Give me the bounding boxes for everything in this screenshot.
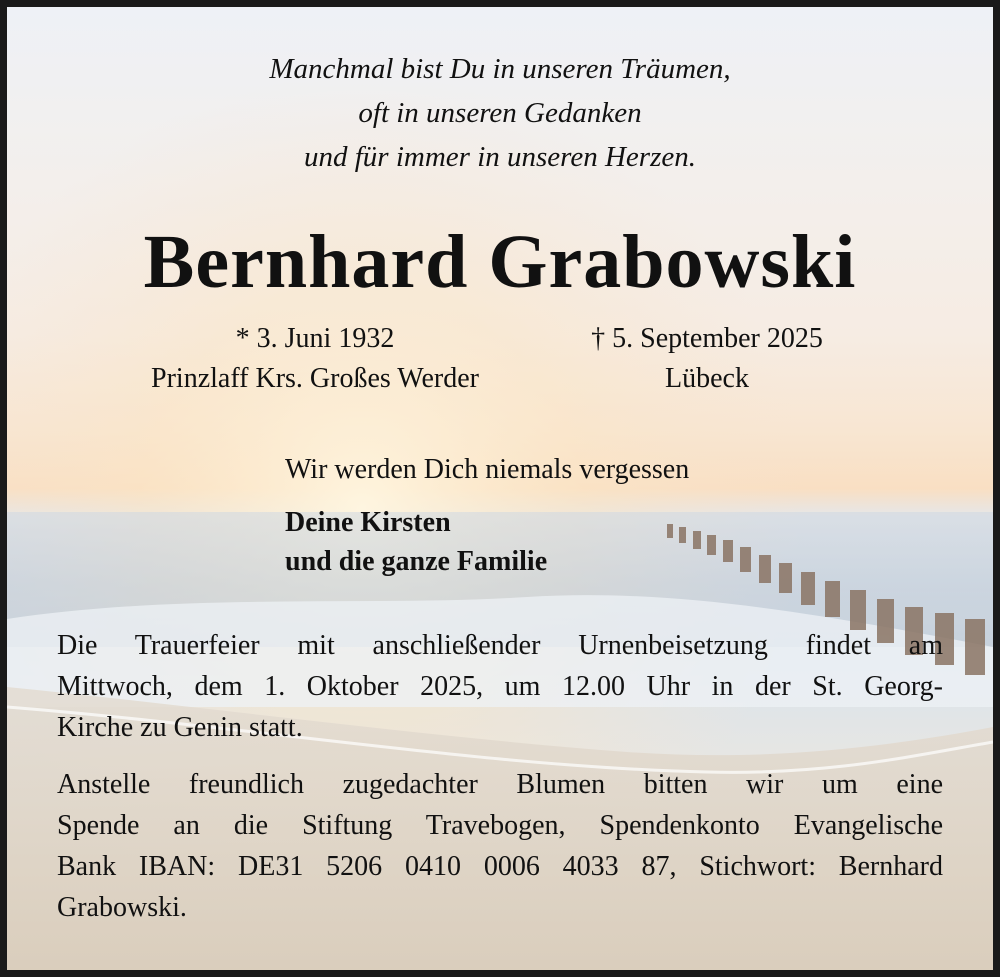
donation-line: Spende an die Stiftung Travebogen, Spendenkonto Evangelische [57,810,943,841]
motto-line: und für immer in unseren Herzen. [304,141,696,173]
motto-line: Manchmal bist Du in unseren Träumen, [269,53,731,85]
memorial-motto [7,47,993,179]
service-line: Kirche zu Genin statt. [57,712,303,743]
deceased-name: Bernhard Grabowski [143,220,857,304]
donation-line: Anstelle freundlich zugedachter Blumen bitten wir um eine [57,769,943,800]
mourners [285,503,547,581]
farewell-text: Wir werden Dich niemals vergessen [285,454,690,485]
motto-line: oft in unseren Gedanken [358,97,642,129]
death-info [497,319,917,399]
service-line: Die Trauerfeier mit anschließender Urnenbeisetzung findet am [57,630,943,661]
mourner-line: und die ganze Familie [285,546,548,577]
obituary-notice [7,7,993,970]
donation-line: Bank IBAN: DE31 5206 0410 0006 4033 87, Stichwort: Bernhard [57,851,943,882]
birth-info [95,319,535,399]
funeral-service-text [57,625,943,748]
death-date: † 5. September 2025 [591,323,823,354]
birth-place: Prinzlaff Krs. Großes Werder [151,363,479,394]
donation-request-text [57,764,943,928]
donation-line: Grabowski. [57,892,187,923]
death-place: Lübeck [665,363,749,394]
mourner-line: Deine Kirsten [285,507,451,538]
service-line: Mittwoch, dem 1. Oktober 2025, um 12.00 Uhr in der St. Georg- [57,671,943,702]
birth-date: * 3. Juni 1932 [235,323,395,354]
